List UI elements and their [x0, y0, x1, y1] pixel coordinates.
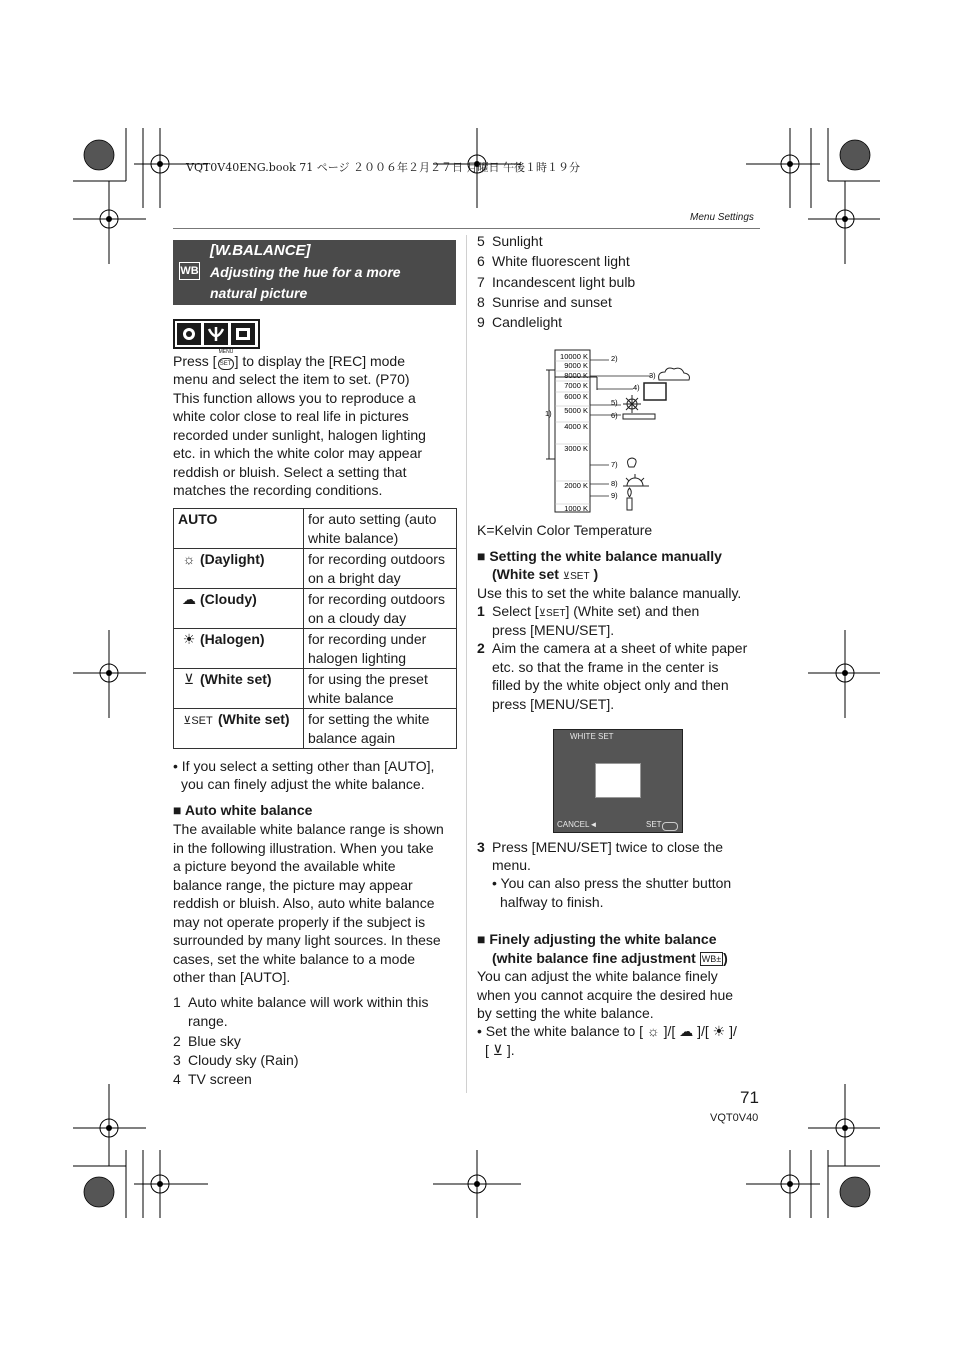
setting-description: white balance [308, 689, 394, 706]
sun-icon [623, 395, 641, 413]
step-2-line: press [MENU/SET]. [492, 695, 615, 712]
setting-description: on a cloudy day [308, 609, 407, 626]
halogen-icon: ☀ [182, 631, 196, 647]
fine-line: by setting the white balance. [477, 1005, 654, 1021]
kelvin-tick-label: 10000 K [560, 352, 588, 361]
white-set-icon: ⊻SET [562, 571, 590, 582]
intro-line-6: etc. in which the white color may appear [173, 445, 423, 461]
kelvin-note: K=Kelvin Color Temperature [477, 522, 653, 538]
kelvin-marker-label: 2) [611, 354, 618, 363]
candle-icon [627, 488, 632, 510]
legend-number: 1 [173, 994, 181, 1010]
daylight-icon: ☼ [182, 551, 196, 567]
camera-macro-movie-icon [175, 321, 258, 347]
legend-number: 9 [477, 314, 485, 331]
setting-name: AUTO [178, 511, 218, 527]
kelvin-marker-label: 5) [611, 398, 618, 407]
step-3-bullet-2: halfway to finish. [500, 894, 604, 910]
legend-item: Blue sky [188, 1032, 241, 1049]
white-set-screen-title: WHITE SET [570, 732, 614, 741]
setting-name: (White set) [200, 671, 272, 687]
set-label: SET [646, 820, 662, 829]
halogen-icon: ☀ [712, 1023, 726, 1039]
heading-subtitle-2: natural picture [210, 285, 308, 301]
legend-item: Sunlight [492, 233, 543, 249]
cloudy-icon: ☁ [679, 1023, 694, 1039]
table-row [174, 549, 457, 589]
step-2-number: 2 [477, 640, 485, 656]
kelvin-marker-label: 6) [611, 411, 618, 420]
table-row [174, 589, 457, 629]
legend-number: 8 [477, 293, 485, 310]
manual-intro: Use this to set the white balance manually. [477, 585, 742, 601]
white-set-icon: ⊻SET [538, 608, 566, 619]
kelvin-diagram [541, 347, 701, 515]
step-1-number: 1 [477, 603, 485, 619]
setting-description: for recording under [308, 631, 427, 647]
white-set-icon: ⊻ [492, 1042, 504, 1058]
bullet-fine-adjust-2: you can finely adjust the white balance. [181, 776, 425, 792]
intro-line-4: white color close to real life in pictures [173, 408, 409, 424]
legend-item: Auto white balance will work within this [188, 994, 429, 1010]
legend-item: Candlelight [492, 314, 563, 331]
kelvin-marker-label: 7) [611, 460, 618, 469]
kelvin-marker-label: 8) [611, 479, 618, 488]
kelvin-tick-label: 4000 K [564, 422, 588, 431]
paragraph-line: balance range, the picture may appear [173, 876, 413, 893]
step-2-line: etc. so that the frame in the center is [492, 658, 719, 675]
mode-icons [173, 319, 260, 349]
legend-item: Incandescent light bulb [492, 273, 636, 290]
manual-heading-2: (White set ⊻SET ) [492, 566, 599, 582]
daylight-icon: ☼ [646, 1023, 660, 1039]
kelvin-marker-label: 4) [633, 383, 640, 392]
setting-description: for auto setting (auto [308, 511, 437, 527]
setting-description: white balance) [308, 529, 399, 546]
heading-subtitle-1: Adjusting the hue for a more [210, 264, 401, 280]
section-label: Menu Settings [690, 212, 754, 223]
intro-line-7: reddish or bluish. Select a setting that [173, 464, 407, 480]
setting-description: for using the preset [308, 671, 428, 687]
intro-line-8: matches the recording conditions. [173, 482, 383, 498]
kelvin-tick-label: 7000 K [564, 381, 588, 390]
step-3-number: 3 [477, 839, 485, 855]
setting-description: balance again [308, 729, 396, 746]
wb-fine-adjust-icon: WB± [701, 954, 722, 965]
step-3-text-2: menu. [492, 857, 531, 873]
white-set-frame [595, 763, 641, 798]
legend-number: 3 [173, 1051, 181, 1068]
header-rule [173, 228, 760, 229]
doc-code: VQT0V40 [710, 1112, 759, 1124]
kelvin-tick-label: 1000 K [564, 504, 588, 513]
kelvin-tick-label: 9000 K [564, 361, 588, 370]
paragraph-line: The available white balance range is shown [173, 821, 444, 837]
legend-item: TV screen [188, 1071, 252, 1088]
bullet-fine-adjust-1: • If you select a setting other than [AUTO], [173, 758, 435, 774]
kelvin-tick-label: 5000 K [564, 406, 588, 415]
setting-description: for setting the white [308, 711, 430, 727]
step-2-line: filled by the white object only and then [492, 677, 729, 693]
setting-name: (Cloudy) [200, 591, 257, 607]
step-3-text-1: Press [MENU/SET] twice to close the [492, 839, 724, 855]
table-row [174, 669, 457, 709]
intro-line-1: Press [ MENU SET ] to display the [REC] mode [173, 349, 405, 369]
column-divider [466, 235, 467, 1093]
setting-description: for recording outdoors [308, 591, 445, 607]
white-set-again-icon: ⊻SET [183, 715, 213, 727]
paragraph-line: a picture beyond the available white [173, 858, 396, 874]
table-row [174, 629, 457, 669]
menu-set-button-icon: MENU SET [217, 355, 235, 369]
cancel-label: CANCEL◄ [557, 820, 598, 829]
paragraph-line: surrounded by many light sources. In these [173, 932, 441, 948]
sunrise-icon [623, 474, 649, 486]
intro-line-2: menu and select the item to set. (P70) [173, 371, 410, 387]
setting-description: for recording outdoors [308, 551, 445, 567]
setting-name: (Halogen) [200, 631, 265, 647]
fine-heading-2: (white balance fine adjustment WB± ) [492, 950, 728, 966]
page-number: 71 [740, 1088, 759, 1107]
cloud-icon [659, 368, 690, 380]
setting-description: halogen lighting [308, 649, 407, 666]
paragraph-line: cases, set the white balance to a mode [173, 950, 416, 967]
step-3-bullet-1: • You can also press the shutter button [492, 875, 732, 891]
legend-item: Cloudy sky (Rain) [188, 1051, 299, 1068]
light-bulb-icon [628, 458, 637, 467]
set-button-icon [662, 822, 678, 831]
white-balance-table [173, 508, 457, 749]
paragraph-line: in the following illustration. When you take [173, 839, 434, 856]
legend-number: 5 [477, 233, 485, 249]
legend-item: range. [188, 1013, 228, 1030]
table-row [174, 709, 457, 749]
wb-badge-icon: WB [179, 262, 200, 280]
step-1-text: Select [⊻SET] (White set) and then [492, 603, 700, 619]
manual-heading-1: ■ Setting the white balance manually [477, 548, 722, 564]
table-row [174, 509, 457, 549]
tv-screen-icon [644, 383, 666, 400]
heading-title: [W.BALANCE] [210, 242, 311, 259]
step-1-text-2: press [MENU/SET]. [492, 622, 615, 638]
kelvin-tick-label: 3000 K [564, 444, 588, 453]
paragraph-line: may not operate properly if the subject is [173, 913, 426, 930]
kelvin-marker-label: 9) [611, 491, 618, 500]
legend-number: 7 [477, 273, 485, 290]
white-set-icon: ⊻ [183, 671, 195, 687]
fine-bullet-1: • Set the white balance to [ ☼ ]/[ ☁ ]/[ ☀ ]/ [477, 1023, 737, 1039]
fluorescent-light-icon [623, 414, 655, 419]
cloudy-icon: ☁ [182, 591, 196, 607]
paragraph-line: reddish or bluish. Also, auto white balance [173, 895, 435, 911]
setting-name: (White set) [218, 711, 290, 727]
intro-line-3: This function allows you to reproduce a [173, 390, 416, 406]
legend-item: White fluorescent light [492, 253, 630, 270]
legend-number: 2 [173, 1032, 181, 1049]
kelvin-tick-label: 8000 K [564, 371, 588, 380]
legend-number: 4 [173, 1071, 181, 1088]
kelvin-tick-label: 6000 K [564, 392, 588, 401]
kelvin-tick-label: 2000 K [564, 481, 588, 490]
paragraph-line: other than [AUTO]. [173, 969, 291, 985]
step-2-line: Aim the camera at a sheet of white paper [492, 640, 748, 656]
kelvin-marker-label: 3) [649, 371, 656, 380]
fine-line: You can adjust the white balance finely [477, 968, 718, 984]
intro-line-5: recorded under sunlight, halogen lighting [173, 427, 426, 443]
fine-line: when you cannot acquire the desired hue [477, 986, 734, 1003]
white-set-screen [553, 729, 683, 833]
setting-description: on a bright day [308, 569, 401, 586]
legend-number: 6 [477, 253, 485, 270]
fine-heading-1: ■ Finely adjusting the white balance [477, 931, 717, 947]
print-header: VQT0V40ENG.book 71 ページ ２００６年２月２７日 月曜日 午後１時１９分 [186, 161, 580, 174]
auto-wb-heading: ■ Auto white balance [173, 802, 313, 818]
fine-bullet-2: [ ⊻ ]. [485, 1042, 515, 1058]
legend-item: Sunrise and sunset [492, 293, 612, 310]
kelvin-marker-label: 1) [545, 409, 552, 418]
section-heading [173, 240, 456, 305]
setting-name: (Daylight) [200, 551, 265, 567]
